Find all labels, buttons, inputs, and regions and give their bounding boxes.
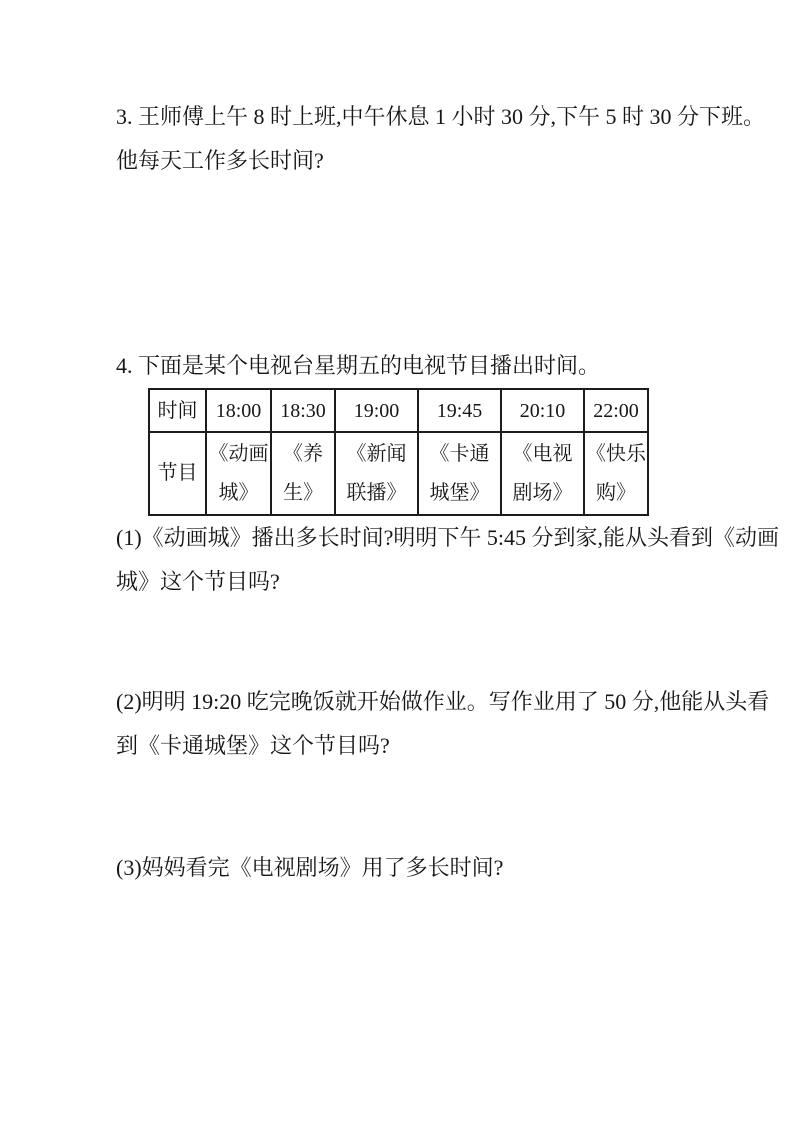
subquestion-2-line-2: 到《卡通城堡》这个节目吗? <box>116 733 390 758</box>
time-cell-2: 18:30 <box>271 389 335 432</box>
question-4-intro <box>116 344 682 388</box>
subquestion-2-line-1: (2)明明 19:20 吃完晚饭就开始做作业。写作业用了 50 分,他能从头看 <box>116 689 770 714</box>
question-3 <box>116 95 766 183</box>
time-cell-6: 22:00 <box>584 389 648 432</box>
program-cell-3: 《新闻联播》 <box>335 432 418 515</box>
time-cell-4: 19:45 <box>418 389 501 432</box>
subquestion-3 <box>116 846 682 890</box>
subquestion-3-line-1: (3)妈妈看完《电视剧场》用了多长时间? <box>116 855 504 880</box>
program-cell-2: 《养生》 <box>271 432 335 515</box>
time-cell-1: 18:00 <box>206 389 271 432</box>
program-cell-5: 《电视剧场》 <box>501 432 584 515</box>
subquestion-1-line-1: (1)《动画城》播出多长时间?明明下午 5:45 分到家,能从头看到《动画 <box>116 525 780 550</box>
question-4-intro-line: 4. 下面是某个电视台星期五的电视节目播出时间。 <box>116 353 601 378</box>
time-row-header: 时间 <box>149 389 206 432</box>
subquestion-1-line-2: 城》这个节目吗? <box>116 569 280 594</box>
time-cell-3: 19:00 <box>335 389 418 432</box>
program-cell-1: 《动画城》 <box>206 432 271 515</box>
program-row <box>149 432 648 515</box>
question-3-line-2: 他每天工作多长时间? <box>116 148 324 173</box>
time-cell-5: 20:10 <box>501 389 584 432</box>
program-cell-4: 《卡通城堡》 <box>418 432 501 515</box>
program-row-header: 节目 <box>149 432 206 515</box>
time-row <box>149 389 648 432</box>
program-cell-6: 《快乐购》 <box>584 432 648 515</box>
subquestion-1 <box>116 516 780 604</box>
question-3-line-1: 3. 王师傅上午 8 时上班,中午休息 1 小时 30 分,下午 5 时 30 分下班。 <box>116 104 766 129</box>
subquestion-2 <box>116 680 770 768</box>
tv-schedule-table <box>148 388 649 516</box>
